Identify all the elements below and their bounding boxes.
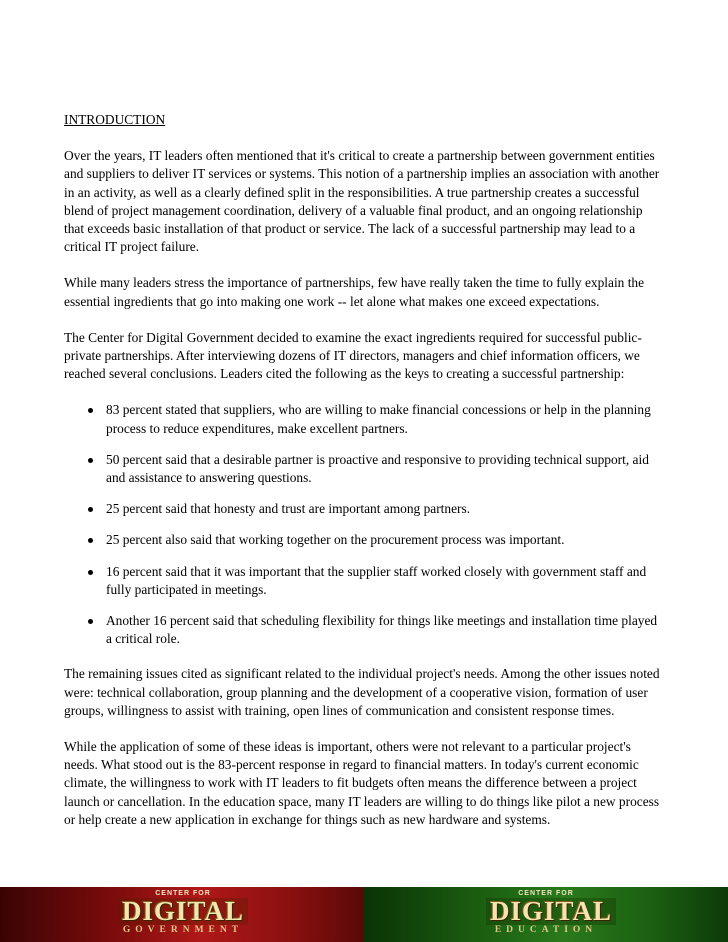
list-item (64, 401, 664, 437)
bullet-icon (88, 570, 93, 575)
list-item-text: 16 percent said that it was important that the supplier staff worked closely with government staff and fully participated in meetings. (106, 563, 647, 597)
list-item-text: 25 percent also said that working together on the procurement process was important. (106, 532, 565, 548)
logo-bottom-text: EDUCATION (494, 925, 598, 935)
list-item (64, 500, 664, 518)
list-item-text: 50 percent said that a desirable partner is proactive and responsive to providing technical support, aid and assistance to answering questions. (106, 451, 649, 486)
list-item (64, 531, 664, 549)
logo-main-text: DIGITAL (122, 896, 245, 926)
section-heading: INTRODUCTION (64, 112, 166, 127)
logo-main-text: DIGITAL (490, 896, 613, 926)
paragraph-importance: While many leaders stress the importance of partnerships, few have really taken the time to fully explain the essential ingredients that go into making one work -- let alone what makes one exceed expectations. (64, 275, 645, 309)
logo-bottom-text: GOVERNMENT (122, 925, 244, 935)
findings-list (64, 401, 664, 648)
logo-top-text: CENTER FOR (518, 890, 574, 897)
list-item (64, 563, 664, 599)
list-item-text: Another 16 percent said that scheduling flexibility for things like meetings and installation time played a critical role. (106, 613, 658, 647)
footer-education-band (364, 887, 728, 942)
logo-top-text: CENTER FOR (155, 890, 211, 897)
bullet-icon (88, 408, 93, 413)
list-item (64, 451, 664, 487)
paragraph-remaining-issues: The remaining issues cited as significant related to the individual project's needs. Among the other issues noted were: technical collaboration, group planning and the development of a cooperative vision, formation of user groups, willingness to assist with training, open lines of communication and consistent response times. (64, 666, 660, 718)
bullet-icon (88, 507, 93, 512)
footer-banner (0, 887, 728, 942)
paragraph-intro: Over the years, IT leaders often mentioned that it's critical to create a partnership between government entities and suppliers to deliver IT services or systems. This notion of a partnership implies an association with another in an activity, as well as a clearly defined split in the responsibilities. A true partnership creates a successful blend of project management coordination, delivery of a valuable final product, and an ongoing relationship that exceeds basic installation of that product or service. The lack of a successful partnership may lead to a critical IT project failure. (64, 148, 660, 255)
bullet-icon (88, 538, 93, 543)
center-for-digital-government-logo (118, 890, 248, 936)
paragraph-research: The Center for Digital Government decided to examine the exact ingredients required for successful public-private partnerships. After interviewing dozens of IT directors, managers and chief information officers, we reached several conclusions. Leaders cited the following as the keys to creating a successful partnership: (64, 329, 642, 382)
document-body (64, 111, 664, 847)
bullet-icon (88, 619, 93, 624)
paragraph-application: While the application of some of these ideas is important, others were not relevant to a particular project's needs. What stood out is the 83-percent response in regard to financial matters. In today's current economic climate, the willingness to work with IT leaders to fit budgets often means the difference between a project launch or cancellation. In the education space, many IT leaders are willing to do things like pilot a new process or help create a new application in exchange for things such as new hardware and systems. (64, 739, 660, 827)
center-for-digital-education-logo (486, 890, 613, 936)
footer-government-band (0, 887, 364, 942)
bullet-icon (88, 458, 93, 463)
list-item-text: 25 percent said that honesty and trust are important among partners. (106, 501, 471, 517)
list-item (64, 612, 664, 648)
list-item-text: 83 percent stated that suppliers, who are willing to make financial concessions or help in the planning process to reduce expenditures, make excellent partners. (106, 402, 651, 436)
